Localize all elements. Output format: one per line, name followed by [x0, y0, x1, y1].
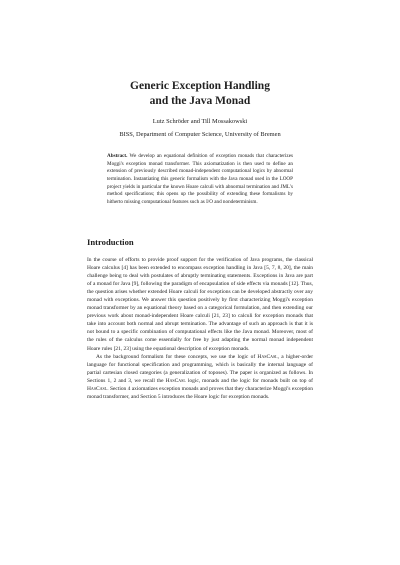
paragraph-2-part-c: logic, monads and the logic for monads built on top of — [185, 377, 313, 384]
hascasl-name-2: HasCasl — [165, 377, 186, 384]
abstract-text-end: project yields in particular the known Hoare calculi with abnormal termination and JML's method specifications; this opens up the possibility of extending these formalisms by hitherto missing computational features such as I/O and nondeterminism. — [107, 183, 293, 205]
paragraph-2-part-d: . Section 4 axiomatizes exception monads and proves that they characterize Moggi's exception monad transformer, and Section 5 introduces the Hoare logic for exception monads. — [87, 385, 313, 400]
abstract — [107, 153, 293, 207]
author-list: Lutz Schröder and Till Mossakowski — [152, 118, 248, 125]
loop-project-name: LOOP — [279, 175, 293, 182]
hascasl-name-3: HasCasl — [87, 385, 108, 392]
affiliation: BISS, Department of Computer Science, University of Bremen — [119, 131, 281, 138]
abstract-text-start: We develop an equational definition of exception monads that characterizes Moggi's exception monad transformer. This axiomatization is then used to define an extension of previously described monad-independent computational logics by abnormal termination. Instantiating this generic formalism with the Java monad used in the — [107, 153, 293, 182]
introduction-heading: Introduction — [87, 237, 134, 247]
introduction-paragraph-2 — [87, 353, 313, 401]
introduction-paragraph-1: In the course of efforts to provide proof support for the verification of Java programs, the classical Hoare calculus [4] has been extended to encompass exception handling in Java [5, 7, 8, 20], the main challenge being to deal with postulates of abruptly terminating statements. Exceptions in Java are part of a monad for Java [9], following the paradigm of encapsulation of side effects via monads [12]. Thus, the question arises whether extended Hoare calculi for exceptions can be developed abstractly over any monad with exceptions. We answer this question positively by first characterizing Moggi's exception monad transformer by an equational theory based on a categorical formulation, and then extending our previous work about monad-independent Hoare calculi [21, 23] to calculi for exception monads that take into account both normal and abrupt termination. The advantage of such an approach is that it is not bound to a specific combination of computational effects like the Java monad. Moreover, most of the rules of the calculus come essentially for free by just adapting the normal monad independent Hoare rules [21, 23] using the equational description of exception monads. — [87, 257, 313, 352]
introduction-body — [87, 256, 313, 401]
paragraph-2-part-b: , a higher-order language for functional specification and programming, which is basically the internal language of partial cartesian closed categories (a generalization of toposes). The paper is organized as follows. In Sections 1, 2 and 3, we recall the — [87, 353, 314, 384]
paper-title — [0, 79, 400, 109]
abstract-label: Abstract. — [107, 153, 128, 159]
title-line-2: and the Java Monad — [149, 95, 251, 107]
hascasl-name-1: HasCasl — [257, 353, 278, 360]
title-line-1: Generic Exception Handling — [130, 80, 270, 92]
paragraph-2-part-a: As the background formalism for these concepts, we use the logic of — [96, 353, 258, 360]
